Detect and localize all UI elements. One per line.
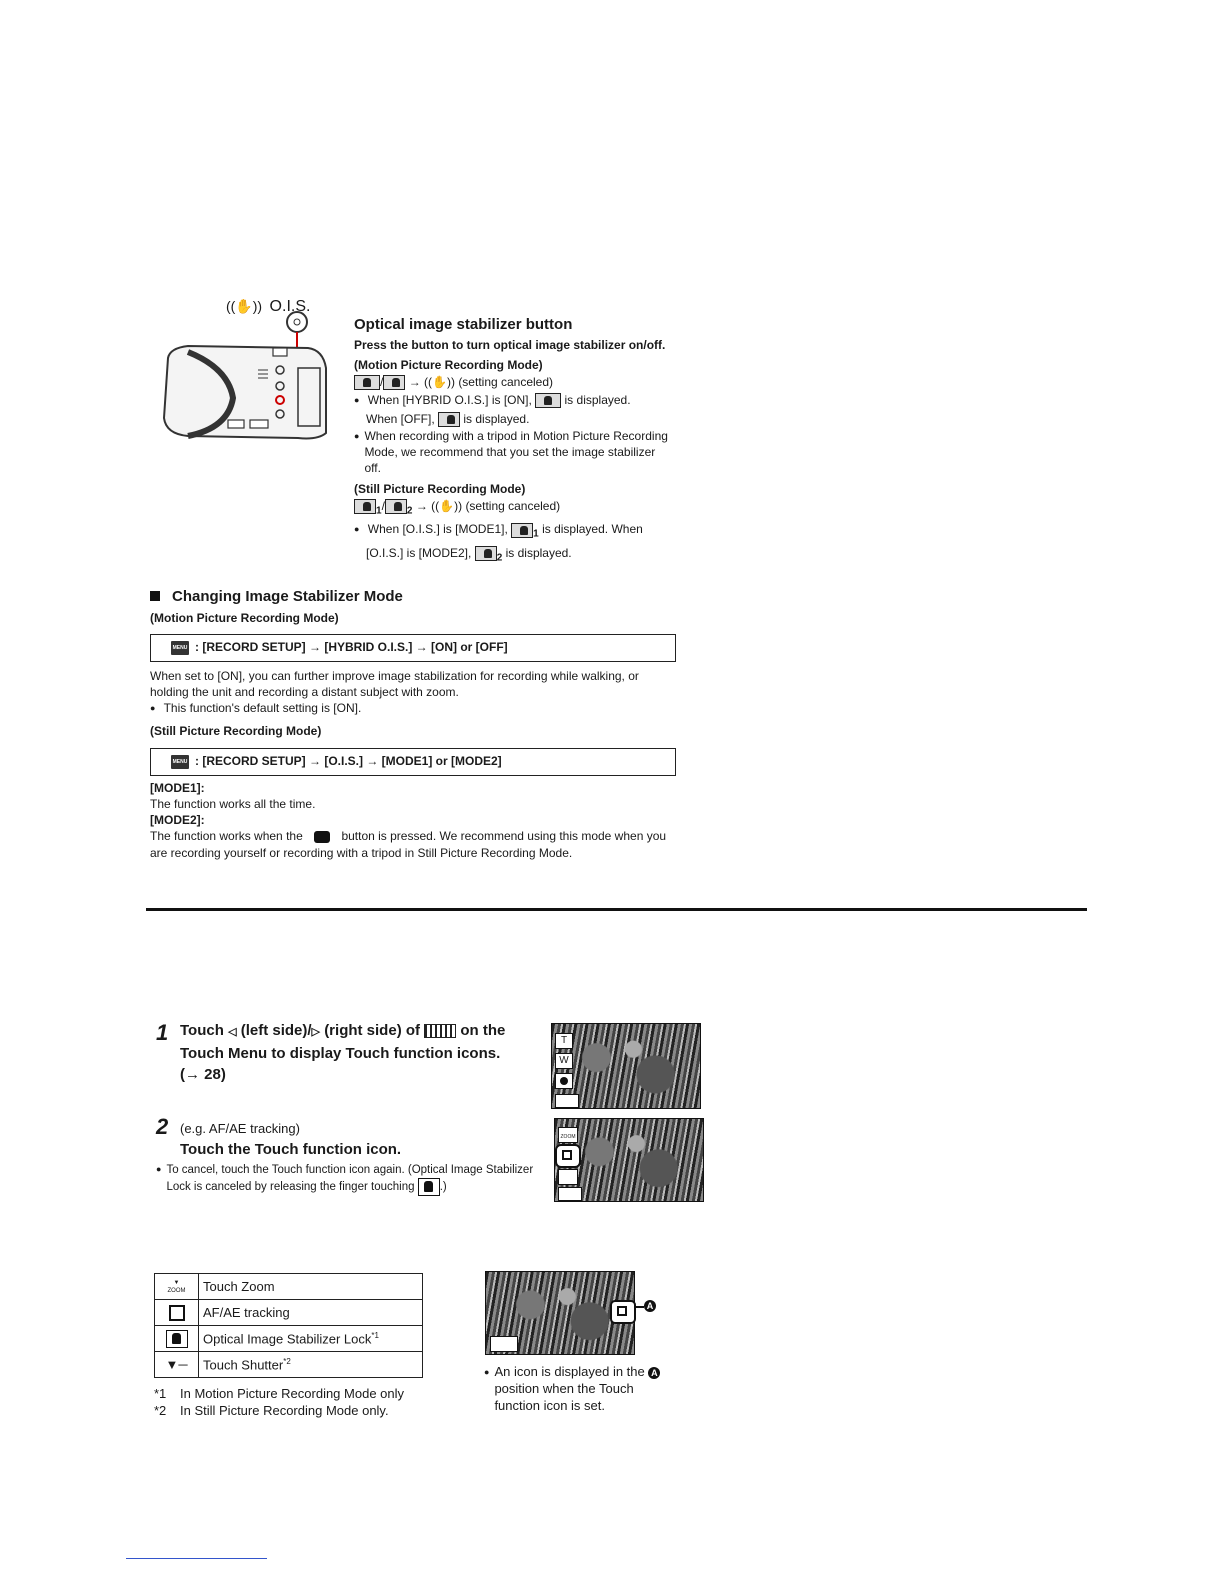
stabilizer-section (354, 316, 674, 567)
motion-heading: (Motion Picture Recording Mode) (354, 358, 543, 372)
menu-path-still: MENU : [RECORD SETUP] → [O.I.S.] → [MODE1] or [MODE2] (150, 748, 676, 776)
footnotes (154, 1385, 404, 1419)
ois-label: O.I.S. (269, 298, 311, 315)
step-1-text: Touch ◁ (left side)/▷ (right side) of on the Touch Menu to display Touch function icons. (→ 28) (180, 1020, 546, 1085)
step-1 (156, 1020, 546, 1085)
zoom-tele-button[interactable]: T (555, 1033, 573, 1049)
touch-menu-tab[interactable] (558, 1187, 582, 1201)
step-2-note: ● To cancel, touch the Touch function icon again. (Optical Image Stabilizer Lock is canceled by releasing the finger touching .) (156, 1162, 546, 1196)
stabilizer-hand-icon: ((✋)) (226, 298, 263, 314)
table-row: ▼─ Touch Shutter$^{*2}$ (155, 1352, 423, 1378)
arrow-right-icon: → (415, 499, 428, 513)
footnote-rule (126, 1558, 267, 1559)
af-ae-tracking-icon (617, 1306, 627, 1316)
step-number: 2 (156, 1114, 169, 1139)
still-heading: (Still Picture Recording Mode) (354, 482, 526, 496)
hybrid-ois-icon (354, 375, 380, 390)
touch-menu-tab[interactable] (490, 1336, 518, 1352)
left-arrow-icon: ◁ (228, 1026, 237, 1038)
menu-icon: MENU (171, 641, 189, 655)
ois-icon (438, 412, 460, 427)
ois-off-icon: ((✋)) (424, 375, 455, 389)
af-ae-tracking-button[interactable] (555, 1144, 581, 1168)
stabilizer-lock-icon (166, 1330, 188, 1348)
changing-section (150, 588, 676, 862)
arrow-right-icon: → (408, 375, 421, 389)
record-button[interactable] (555, 1073, 573, 1089)
motion-bullet-1: ● When [HYBRID O.I.S.] is [ON], is displayed. When [OFF], is displayed. (354, 391, 674, 428)
touch-zoom-button[interactable]: ZOOM (558, 1127, 578, 1143)
section-divider (146, 908, 1087, 911)
changing-still-heading: (Still Picture Recording Mode) (150, 724, 322, 738)
still-cycle: $_1$/ $_2$ → ((✋)) (setting canceled) (354, 497, 674, 520)
af-ae-tracking-icon (562, 1150, 572, 1160)
step-2-eg: (e.g. AF/AE tracking) (180, 1121, 300, 1136)
table-cell-label: Optical Image Stabilizer Lock (203, 1331, 372, 1347)
table-cell-label: Touch Shutter (203, 1357, 284, 1373)
motion-bullet-2: ● When recording with a tripod in Motion Picture Recording Mode, we recommend that you set the image stabilizer off. (354, 428, 674, 476)
hybrid-ois-icon (535, 393, 561, 408)
camera-button-icon (314, 831, 330, 843)
table-row (155, 1300, 423, 1326)
table-cell-label: Touch Zoom (199, 1274, 423, 1300)
step-number: 1 (156, 1020, 169, 1045)
changing-heading: Changing Image Stabilizer Mode (150, 588, 676, 606)
touch-menu-tab[interactable] (555, 1094, 579, 1108)
still-bullet-1: ● When [O.I.S.] is [MODE1], $_1$ is displayed. When [O.I.S.] is [MODE2], $_2$ is displayed. (354, 520, 674, 567)
touch-menu-screen (551, 1023, 701, 1109)
footnote-1: *1 In Motion Picture Recording Mode only (154, 1386, 405, 1401)
mode1-desc: The function works all the time. (150, 797, 316, 811)
square-bullet-icon (150, 591, 160, 601)
stabilizer-instruction: Press the button to turn optical image stabilizer on/off. (354, 338, 666, 352)
zoom-wide-button[interactable]: W (555, 1053, 573, 1069)
changing-motion-heading: (Motion Picture Recording Mode) (150, 611, 339, 625)
stabilizer-heading: Optical image stabilizer button (354, 316, 573, 333)
record-dot-icon (560, 1077, 568, 1085)
touch-menu-tab-icon (424, 1024, 456, 1038)
position-a-marker: A (644, 1300, 656, 1312)
ois-mode2-icon (385, 499, 407, 514)
touch-shutter-icon: ▼─ (165, 1357, 188, 1372)
menu-icon: MENU (171, 755, 189, 769)
right-arrow-icon: ▷ (311, 1026, 321, 1038)
callout-line (636, 1306, 644, 1308)
ois-mode1-icon (511, 523, 533, 538)
ois-mode1-icon (354, 499, 376, 514)
icon-position-screen (485, 1271, 635, 1355)
ois-icon (383, 375, 405, 390)
touch-zoom-icon: ▼ ZOOM (167, 1279, 186, 1294)
set-function-icon-indicator (610, 1300, 636, 1324)
mode2-label: [MODE2]: (150, 813, 205, 827)
step-1-ref: (→ 28) (180, 1066, 226, 1083)
step-2 (156, 1114, 546, 1196)
step-2-title: Touch the Touch function icon. (180, 1141, 402, 1158)
ois-off-icon: ((✋)) (431, 499, 463, 513)
changing-desc: When set to [ON], you can further improve image stabilization for recording while walking, or holding the unit and recording a distant subject with zoom. (150, 669, 639, 699)
default-note: ● This function's default setting is [ON]. (150, 700, 676, 717)
touch-function-screen (554, 1118, 704, 1202)
table-cell-label: AF/AE tracking (199, 1300, 423, 1326)
ois-mode2-icon (475, 546, 497, 561)
touch-function-table (154, 1273, 423, 1378)
mode1-label: [MODE1]: (150, 781, 205, 795)
icon-position-note: ● An icon is displayed in the A position when the Touch function icon is set. (484, 1363, 674, 1414)
table-row (155, 1274, 423, 1300)
camcorder-illustration (158, 308, 333, 448)
table-row: Optical Image Stabilizer Lock$^{*1}$ (155, 1326, 423, 1352)
mode2-desc: The function works when the button is pressed. We recommend using this mode when you are recording yourself or recording with a tripod in Still Picture Recording Mode. (150, 829, 667, 860)
stabilizer-lock-button[interactable] (558, 1169, 578, 1185)
menu-path-motion: MENU : [RECORD SETUP] → [HYBRID O.I.S.] → [ON] or [OFF] (150, 634, 676, 662)
footnote-2: *2 In Still Picture Recording Mode only. (154, 1403, 389, 1418)
position-a-marker: A (648, 1367, 660, 1379)
af-ae-tracking-icon (169, 1305, 185, 1321)
ois-button-callout (287, 312, 307, 332)
motion-cycle: / → ((✋)) (setting canceled) (354, 373, 674, 391)
stabilizer-lock-icon (418, 1178, 440, 1196)
